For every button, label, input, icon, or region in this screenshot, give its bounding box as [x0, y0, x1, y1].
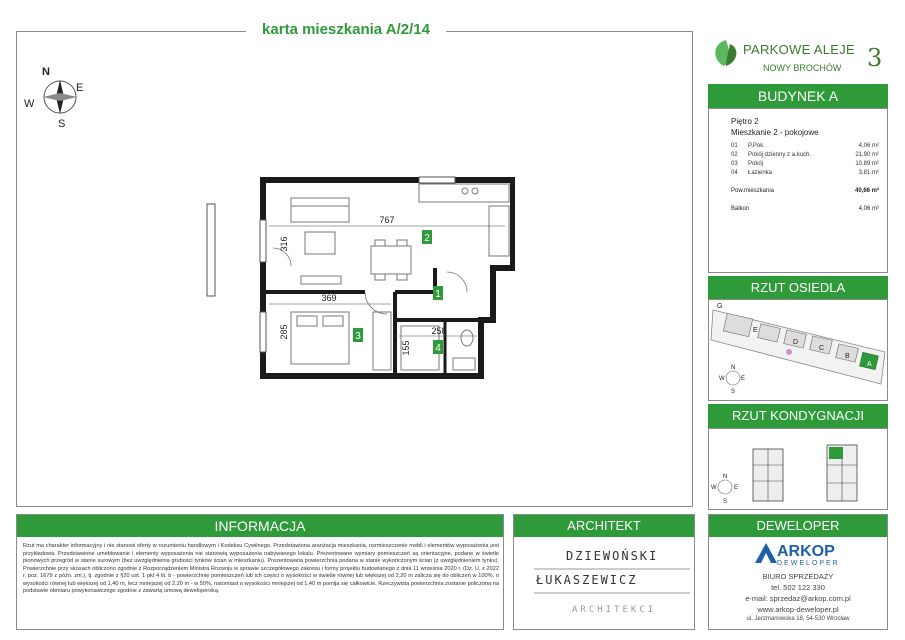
list-item: 03 Pokój 10,89 m²	[731, 161, 879, 167]
compass-e: E	[76, 82, 84, 94]
dim-285: 285	[279, 324, 289, 340]
condygnacja-header: RZUT KONDYGNACJI	[708, 404, 888, 428]
apartment-type: Mieszkanie 2 - pokojowe	[731, 128, 819, 137]
svg-text:W: W	[719, 376, 725, 382]
developer-box	[708, 514, 888, 630]
page-title: karta mieszkania A/2/14	[246, 21, 446, 38]
svg-text:E: E	[734, 485, 739, 491]
svg-text:N: N	[731, 365, 736, 371]
list-item: 04 Łazienka 3,81 m²	[731, 170, 879, 176]
dim-258: 258	[431, 326, 447, 336]
parkowe-aleje-logo	[708, 32, 888, 82]
estate-compass-icon	[719, 365, 745, 395]
logo-name: PARKOWE ALEJE	[743, 42, 856, 57]
estate-label-b: B	[845, 353, 850, 360]
logo-sub: NOWY BROCHÓW	[763, 63, 842, 73]
storey-compass-icon	[711, 474, 738, 505]
estate-map	[709, 300, 887, 400]
list-item: 02 Pokój dzienny z a.kuch. 21,90 m²	[731, 152, 879, 158]
information-header: INFORMACJA	[17, 515, 503, 537]
developer-brand-sub: DEWELOPER	[777, 560, 840, 567]
compass	[20, 62, 100, 132]
building-info: Piętro 2 Mieszkanie 2 - pokojowe 01 P.Pok. 4,06 m² 02 Pokój dzienny z a.kuch. 21,90 m² 03 Pokój 10,89 m² 04 Łazienka 3,81 m² Pow.mieszkania 40,66 m² Balkon 4,06 m²	[708, 108, 888, 273]
developer-address: ul. Jerzmanowska 18, 54-530 Wrocław	[746, 616, 850, 622]
architect-line-2: ŁUKASZEWICZ	[536, 573, 638, 587]
architect-header: ARCHITEKT	[514, 515, 694, 537]
dim-316: 316	[279, 236, 289, 252]
information-text: Rzut ma charakter informacyjny i nie stanowi oferty w rozumieniu handlowym i Kodeksu Cywilnego. Przedstawiona aranżacja mieszkania, rozmieszczenie mebli i elementów wyposażenia jest przykładowa. Przedstawione umeblowanie i elementy wyposażenia nie stanowią wyposażenia nabywanego lokalu. Prezentowane wymiary pomieszczeń są orientacyjne, podane w świetle pionowych przegród w stanie surowym (bez uwzględnienia grubości tynków ścian w mieszkaniu). Prezentowana powierzchnia podana w stanie wykończonym ścian (z uwzględnieniem tynku). Powierzchnie przy skosach obliczono zgodnie z Rozporządzeniem Ministra Rozwoju w sprawie szczegółowego zakresu i formy projektu budowlanego z dnia 11 września 2020 r. (Dz. U. z 2022 r. poz. 1679 z późn. zm.), tj. zgodnie z §20 ust. 1 pkt 4 lit. b - powierzchnię pomieszczeń lub ich części o wysokości w świetle równej lub większej od 2,20 m zalicza się do obliczeń w 100%, o wysokości równej lub większej od 1,40 m, lecz mniejszej od 2,20 m - w 50%, natomiast o wysokości mniejszej od 1,40 m pomija się całkowicie. Rzeczywista powierzchnia zostanie policzona na podstawie obmiaru powykonawczego zgodnie z zawartą umową deweloperską.	[23, 543, 499, 594]
information-box	[16, 514, 504, 630]
developer-office: BIURO SPRZEDAŻY	[762, 572, 834, 581]
estate-label-d: D	[793, 339, 799, 346]
rooms-list	[731, 143, 879, 179]
developer-email: e-mail: sprzedaz@arkop.com.pl	[745, 594, 851, 603]
floor-plan	[205, 176, 515, 386]
estate-label-c: C	[819, 345, 825, 352]
architect-line-1: DZIEWOŃSKI	[566, 549, 659, 563]
architect-logo-lines	[514, 515, 694, 631]
room-tag-3: 3	[355, 331, 361, 342]
dim-369: 369	[321, 293, 337, 303]
storey-plan	[708, 428, 888, 510]
dim-767: 767	[379, 215, 395, 225]
svg-text:W: W	[711, 485, 717, 491]
dim-155: 155	[401, 340, 411, 356]
estate-label-e: E	[753, 327, 758, 334]
room-tag-4: 4	[435, 343, 441, 354]
room-tag-1: 1	[435, 289, 441, 300]
building-header: BUDYNEK A	[708, 84, 888, 108]
estate-label-g: G	[717, 303, 723, 310]
developer-brand: ARKOP	[777, 543, 835, 560]
architect-line-3: ARCHITEKCI	[572, 605, 657, 615]
svg-text:S: S	[723, 499, 728, 505]
logo-number: 3	[867, 44, 883, 72]
svg-text:S: S	[731, 389, 736, 395]
compass-w: W	[24, 98, 35, 110]
estate-label-a: A	[867, 361, 872, 368]
developer-www: www.arkop-deweloper.pl	[757, 605, 839, 614]
arkop-logo-icon	[755, 543, 777, 563]
floor-plan-drawing	[205, 176, 515, 386]
developer-header: DEWELOPER	[709, 515, 887, 537]
room-tag-2: 2	[424, 233, 430, 244]
compass-s: S	[58, 118, 66, 130]
estate-header: RZUT OSIEDLA	[708, 276, 888, 299]
list-item: 01 P.Pok. 4,06 m²	[731, 143, 879, 149]
leaf-icon	[708, 36, 742, 70]
developer-phone: tel. 502 122 330	[771, 583, 825, 592]
estate-plan	[708, 299, 888, 401]
compass-n: N	[42, 66, 50, 78]
architect-box	[513, 514, 695, 630]
svg-text:E: E	[741, 376, 746, 382]
floor-label: Piętro 2	[731, 117, 759, 126]
storey-plan-drawing	[709, 429, 887, 509]
svg-text:N: N	[723, 474, 728, 480]
